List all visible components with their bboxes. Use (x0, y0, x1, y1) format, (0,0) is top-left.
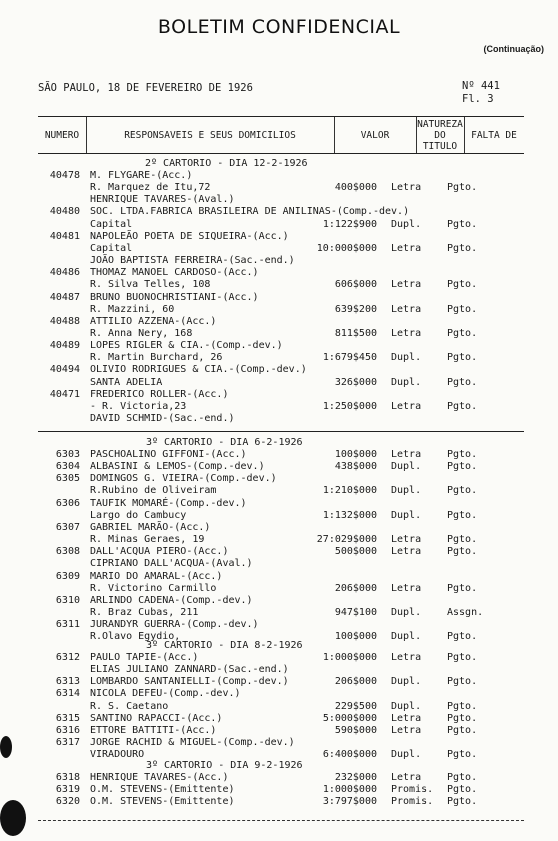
entry-nature: Letra (391, 712, 422, 724)
entry-name: ARLINDO CADENA-(Comp.-dev.) (90, 594, 253, 606)
entry-nature: Letra (391, 772, 422, 783)
entry-row (0, 182, 558, 194)
entry-row (0, 664, 558, 676)
entry-name: NICOLA DEFEU-(Comp.-dev.) (90, 688, 241, 700)
entry-name: SANTA ADELIA (90, 376, 163, 388)
entry-name: Capital (90, 218, 133, 230)
entry-reason: Pgto. (447, 712, 478, 724)
entry-nature: Promis. (391, 784, 434, 796)
entry-row (0, 364, 558, 376)
entry-row (0, 219, 558, 231)
entry-name: O.M. STEVENS-(Emittente) (90, 796, 235, 808)
entry-reason: Pgto. (447, 279, 478, 291)
entry-nature: Letra (391, 242, 422, 254)
col-natureza-line2: DO (434, 129, 446, 141)
entry-nature: Dupl. (391, 606, 422, 618)
entry-reason: Pgto. (447, 700, 478, 712)
col-valor: VALOR (360, 129, 390, 141)
entry-row (0, 522, 558, 534)
entry-row (0, 243, 558, 255)
entry-row (0, 737, 558, 749)
col-natureza-line3: TITULO (422, 140, 458, 152)
entry-reason: Pgto. (447, 182, 478, 194)
entry-number: 6308 (55, 546, 80, 558)
entry-number: 6318 (55, 772, 80, 783)
entry-nature: Letra (391, 400, 422, 412)
entry-value: 206$000 (334, 582, 377, 594)
ink-blot (0, 800, 26, 836)
entry-reason: Pgto. (447, 461, 478, 473)
entry-name: - R. Victoria,23 (90, 400, 187, 412)
entry-reason: Pgto. (447, 352, 478, 364)
entry-nature: Letra (391, 327, 422, 339)
entry-row (0, 170, 558, 182)
entry-row (0, 558, 558, 570)
entry-number: 6320 (55, 796, 80, 808)
entry-number: 6309 (55, 570, 80, 582)
entry-value: 606$000 (334, 279, 377, 291)
entry-row (0, 255, 558, 267)
document-title: BOLETIM CONFIDENCIAL (157, 16, 401, 38)
entry-row (0, 279, 558, 291)
bottom-rule (38, 820, 524, 821)
entry-value: 27:029$000 (316, 534, 377, 546)
entry-number: 6312 (55, 652, 80, 663)
entry-value: 947$100 (334, 606, 377, 618)
entry-value: 1:122$900 (322, 218, 377, 230)
entry-reason: Pgto. (447, 796, 478, 808)
entry-number: 40478 (49, 170, 80, 181)
entry-nature: Letra (391, 724, 422, 736)
section-title: 2º CARTORIO - DIA 12-2-1926 (145, 158, 308, 169)
entry-number: 6307 (55, 521, 80, 533)
entry-row (0, 676, 558, 688)
entry-nature: Dupl. (391, 676, 422, 688)
entry-value: 3:797$000 (322, 796, 377, 808)
entry-row (0, 784, 558, 796)
entry-name: R.Olavo Egydio, (90, 631, 181, 643)
entry-name: MARIO DO AMARAL-(Acc.) (90, 570, 223, 582)
entry-row (0, 607, 558, 619)
dateline: SÃO PAULO, 18 DE FEVEREIRO DE 1926 (38, 82, 253, 94)
entry-row (0, 619, 558, 631)
entry-row (0, 328, 558, 340)
entry-number: 6314 (55, 688, 80, 700)
entry-nature: Letra (391, 534, 422, 546)
entry-nature: Dupl. (391, 376, 422, 388)
entry-row (0, 534, 558, 546)
entry-nature: Letra (391, 582, 422, 594)
entry-value: 1:679$450 (322, 352, 377, 364)
entry-row (0, 449, 558, 461)
entry-number: 6313 (55, 676, 80, 688)
entry-reason: Pgto. (447, 303, 478, 315)
entry-row (0, 389, 558, 401)
entry-reason: Pgto. (447, 652, 478, 663)
entry-name: ELIAS JULIANO ZANNARD-(Sac.-end.) (90, 664, 289, 676)
entry-value: 10:000$000 (316, 242, 377, 254)
entry-row (0, 292, 558, 304)
entry-name: DALL'ACQUA PIERO-(Acc.) (90, 546, 229, 558)
entry-value: 639$200 (334, 303, 377, 315)
entry-name: TAUFIK MOMARÉ-(Comp.-dev.) (90, 497, 247, 509)
entry-name: SOC. LTDA.FABRICA BRASILEIRA DE ANILINAS-(Comp.-dev.) (90, 206, 410, 218)
entry-number: 6311 (55, 619, 80, 631)
entry-value: 500$000 (334, 546, 377, 558)
entry-name: Capital (90, 242, 133, 254)
entry-number: 6306 (55, 497, 80, 509)
entry-reason: Pgto. (447, 242, 478, 254)
entry-value: 400$000 (334, 182, 377, 194)
entry-nature: Dupl. (391, 218, 422, 230)
entry-row (0, 473, 558, 485)
entry-name: R. Mazzini, 60 (90, 303, 175, 315)
entry-name: R. Anna Nery, 168 (90, 327, 193, 339)
entry-reason: Assgn. (447, 606, 484, 618)
col-numero: NUMERO (44, 129, 80, 141)
entry-row (0, 461, 558, 473)
entry-nature: Dupl. (391, 509, 422, 521)
entry-name: DOMINGOS G. VIEIRA-(Comp.-dev.) (90, 473, 277, 485)
entry-value: 100$000 (334, 449, 377, 460)
entry-row (0, 194, 558, 206)
entry-row (0, 352, 558, 364)
entry-name: R. Silva Telles, 108 (90, 279, 211, 291)
entry-name: PASCHOALINO GIFFONI-(Acc.) (90, 449, 247, 460)
entry-row (0, 304, 558, 316)
entry-reason: Pgto. (447, 546, 478, 558)
entry-name: NAPOLEÃO POETA DE SIQUEIRA-(Acc.) (90, 230, 289, 242)
entry-row (0, 413, 558, 425)
entry-name: OLIVIO RODRIGUES & CIA.-(Comp.-dev.) (90, 364, 307, 376)
entry-name: ALBASINI & LEMOS-(Comp.-dev.) (90, 461, 265, 473)
entry-nature: Letra (391, 652, 422, 663)
entry-number: 40494 (49, 364, 80, 376)
entry-name: R.Rubino de Oliveiram (90, 485, 217, 497)
entry-number: 6317 (55, 737, 80, 749)
entry-name: HENRIQUE TAVARES-(Aval.) (90, 194, 235, 206)
entry-nature: Dupl. (391, 461, 422, 473)
bulletin-number: Nº 441 (462, 80, 500, 92)
entry-value: 326$000 (334, 376, 377, 388)
col-falta: FALTA DE (471, 129, 517, 141)
entry-number: 6315 (55, 712, 80, 724)
entry-row (0, 510, 558, 522)
entry-row (0, 583, 558, 595)
entry-name: R. S. Caetano (90, 700, 169, 712)
entry-name: JORGE RACHID & MIGUEL-(Comp.-dev.) (90, 737, 295, 749)
entry-row (0, 571, 558, 583)
entry-row (0, 701, 558, 713)
entry-value: 232$000 (334, 772, 377, 783)
entry-reason: Pgto. (447, 449, 478, 460)
entry-name: LOMBARDO SANTANIELLI-(Comp.-dev.) (90, 676, 289, 688)
entry-name: BRUNO BUONOCHRISTIANI-(Acc.) (90, 291, 259, 303)
entry-row (0, 231, 558, 243)
entry-reason: Pgto. (447, 631, 478, 643)
entry-value: 1:250$000 (322, 400, 377, 412)
entry-reason: Pgto. (447, 218, 478, 230)
entry-number: 40486 (49, 267, 80, 279)
col-responsaveis: RESPONSAVEIS E SEUS DOMICILIOS (124, 129, 296, 141)
continuation-label: (Continuação) (483, 44, 544, 54)
entry-nature: Letra (391, 546, 422, 558)
entry-name: R. Marquez de Itu,72 (90, 182, 211, 194)
entry-reason: Pgto. (447, 509, 478, 521)
entry-row (0, 267, 558, 279)
entry-nature: Dupl. (391, 631, 422, 643)
entry-number: 40480 (49, 206, 80, 218)
entry-nature: Dupl. (391, 352, 422, 364)
entry-reason: Pgto. (447, 327, 478, 339)
entry-name: ATTILIO AZZENA-(Acc.) (90, 315, 217, 327)
entry-value: 811$500 (334, 327, 377, 339)
entry-reason: Pgto. (447, 582, 478, 594)
bulletin-number-block (462, 80, 500, 106)
entry-nature: Promis. (391, 796, 434, 808)
entry-row (0, 340, 558, 352)
entry-name: GABRIEL MARÃO-(Acc.) (90, 521, 211, 533)
entry-name: R. Martin Burchard, 26 (90, 352, 223, 364)
entry-value: 1:000$000 (322, 784, 377, 796)
entry-name: CIPRIANO DALL'ACQUA-(Aval.) (90, 558, 253, 570)
entry-name: R. Victorino Carmillo (90, 582, 217, 594)
entry-row (0, 401, 558, 413)
entry-value: 206$000 (334, 676, 377, 688)
entry-name: ETTORE BATTITI-(Acc.) (90, 724, 217, 736)
section-title: 3º CARTORIO - DIA 8-2-1926 (146, 640, 303, 651)
entry-row (0, 688, 558, 700)
entry-reason: Pgto. (447, 784, 478, 796)
entry-nature: Dupl. (391, 749, 422, 761)
entry-number: 40488 (49, 315, 80, 327)
entry-row (0, 725, 558, 737)
entry-number: 40481 (49, 230, 80, 242)
entry-row (0, 713, 558, 725)
entry-row (0, 485, 558, 497)
entry-row (0, 772, 558, 784)
col-natureza (416, 117, 464, 153)
entry-row (0, 206, 558, 218)
section-separator (38, 431, 524, 432)
section-title: 3º CARTORIO - DIA 6-2-1926 (146, 437, 303, 448)
entry-value: 5:000$000 (322, 712, 377, 724)
entry-name: SANTINO RAPACCI-(Acc.) (90, 712, 223, 724)
column-header (38, 116, 524, 154)
col-natureza-line1: NATUREZA (417, 118, 463, 130)
entry-name: THOMAZ MANOEL CARDOSO-(Acc.) (90, 267, 259, 279)
entry-row (0, 796, 558, 808)
entry-name: R. Minas Geraes, 19 (90, 534, 205, 546)
entry-reason: Pgto. (447, 376, 478, 388)
entry-number: 40471 (49, 388, 80, 400)
entry-value: 438$000 (334, 461, 377, 473)
sheet-number: Fl. 3 (462, 93, 494, 105)
entry-value: 6:400$000 (322, 749, 377, 761)
entry-name: O.M. STEVENS-(Emittente) (90, 784, 235, 796)
entry-name: PAULO TAPIE-(Acc.) (90, 652, 199, 663)
entry-number: 40489 (49, 340, 80, 352)
entry-value: 100$000 (334, 631, 377, 643)
entry-number: 6303 (55, 449, 80, 460)
entry-reason: Pgto. (447, 676, 478, 688)
entry-reason: Pgto. (447, 400, 478, 412)
entry-name: Largo do Cambucy (90, 509, 187, 521)
entry-row (0, 498, 558, 510)
entry-row (0, 316, 558, 328)
entry-name: LOPES RIGLER & CIA.-(Comp.-dev.) (90, 340, 283, 352)
entry-value: 1:210$000 (322, 485, 377, 497)
entry-reason: Pgto. (447, 749, 478, 761)
entry-reason: Pgto. (447, 534, 478, 546)
entry-nature: Letra (391, 182, 422, 194)
entry-nature: Dupl. (391, 485, 422, 497)
entry-row (0, 546, 558, 558)
entry-nature: Dupl. (391, 700, 422, 712)
entry-number: 6305 (55, 473, 80, 485)
section-title: 3º CARTORIO - DIA 9-2-1926 (146, 760, 303, 771)
entry-nature: Letra (391, 449, 422, 460)
entry-reason: Pgto. (447, 724, 478, 736)
entry-value: 1:000$000 (322, 652, 377, 663)
entry-number: 40487 (49, 291, 80, 303)
entry-row (0, 652, 558, 664)
entry-reason: Pgto. (447, 485, 478, 497)
entry-value: 229$500 (334, 700, 377, 712)
entry-row (0, 377, 558, 389)
entry-number: 6304 (55, 461, 80, 473)
entry-number: 6319 (55, 784, 80, 796)
entry-value: 1:132$000 (322, 509, 377, 521)
entry-name: HENRIQUE TAVARES-(Acc.) (90, 772, 229, 783)
entry-nature: Letra (391, 303, 422, 315)
entry-number: 6310 (55, 594, 80, 606)
entry-number: 6316 (55, 724, 80, 736)
entry-name: M. FLYGARE-(Acc.) (90, 170, 193, 181)
entry-name: JOÃO BAPTISTA FERREIRA-(Sac.-end.) (90, 255, 295, 267)
entry-name: DAVID SCHMID-(Sac.-end.) (90, 413, 235, 424)
ink-blot (0, 736, 12, 758)
entry-name: VIRADOURO (90, 749, 145, 761)
entry-name: R. Braz Cubas, 211 (90, 606, 199, 618)
entry-name: FREDERICO ROLLER-(Acc.) (90, 388, 229, 400)
entry-name: JURANDYR GUERRA-(Comp.-dev.) (90, 619, 259, 631)
entry-nature: Letra (391, 279, 422, 291)
entry-row (0, 595, 558, 607)
entry-value: 590$000 (334, 724, 377, 736)
entry-reason: Pgto. (447, 772, 478, 783)
